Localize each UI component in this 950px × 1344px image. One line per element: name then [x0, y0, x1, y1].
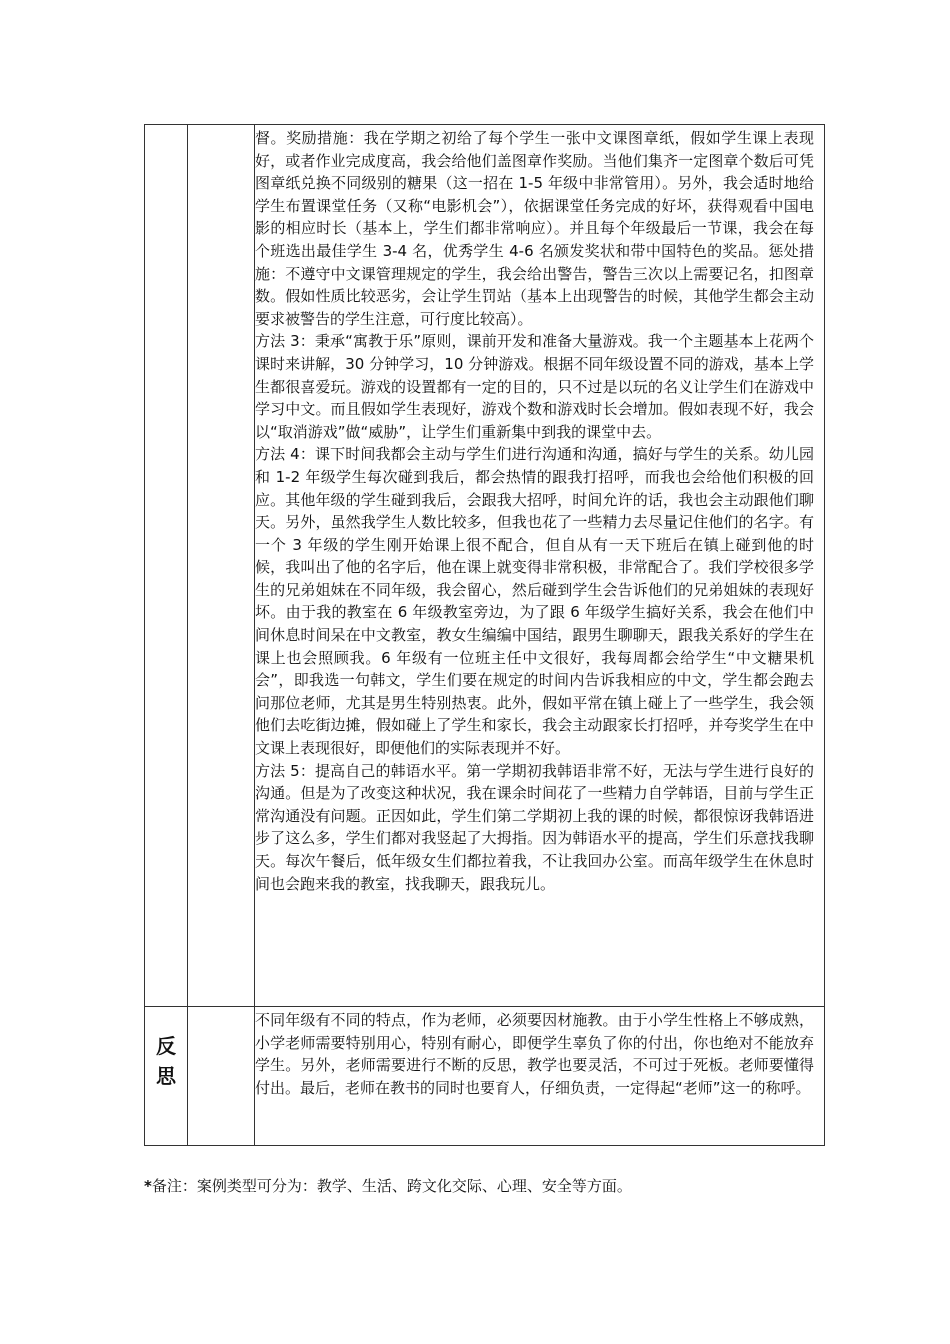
spacer-cell — [188, 125, 255, 1007]
reflection-label-cell — [145, 1007, 188, 1146]
paragraph: 方法 3：秉承“寓教于乐”原则，课前开发和准备大量游戏。我一个主题基本上花两个课时来讲解，30 分钟学习，10 分钟游戏。根据不同年级设置不同的游戏，基本上学生都很喜爱玩。游戏的设置都有一定的目的，只不过是以玩的名义让学生们在游戏中学习中文。而且假如学生表现好，游戏个数和游戏时长会增加。假如表现不好，我会以“取消游戏”做“威胁”，让学生们重新集中到我的课堂中去。 — [255, 332, 814, 441]
paragraph: 不同年级有不同的特点，作为老师，必须要因材施教。由于小学生性格上不够成熟，小学老师需要特别用心，特别有耐心，即便学生辜负了你的付出，你也绝对不能放弃学生。另外，老师需要进行不断的反思，教学也要灵活，不可过于死板。老师要懂得付出。最后，老师在教书的同时也要育人，仔细负责，一定得起“老师”这一的称呼。 — [255, 1011, 814, 1097]
row-label-cell — [145, 125, 188, 1007]
reflection-label-char: 思 — [156, 1064, 176, 1088]
content-cell — [255, 125, 825, 1007]
case-table — [144, 124, 825, 1146]
footnote — [144, 1175, 632, 1197]
paragraph: 方法 4：课下时间我都会主动与学生们进行沟通和沟通，搞好与学生的关系。幼儿园和 1-2 年级学生每次碰到我后，都会热情的跟我打招呼，而我也会给他们积极的回应。其他年级的学生碰到我后，会跟我大招呼，时间允许的话，我也会主动跟他们聊天。另外，虽然我学生人数比较多，但我也花了一些精力去尽量记住他们的名字。有一个 3 年级的学生刚开始课上很不配合，但自从有一天下班后在镇上碰到他的时候，我叫出了他的名字后，他在课上就变得非常积极，非常配合了。我们学校很多学生的兄弟姐妹在不同年级，我会留心，然后碰到学生会告诉他们的兄弟姐妹的表现好坏。由于我的教室在 6 年级教室旁边，为了跟 6 年级学生搞好关系，我会在他们中间休息时间呆在中文教室，教女生编编中国结，跟男生聊聊天，跟我关系好的学生在课上也会照顾我。6 年级有一位班主任中文很好，我每周都会给学生“中文糖果机会”，即我选一句韩文，学生们要在规定的时间内告诉我相应的中文，学生都会跑去问那位老师，尤其是男生特别热衷。此外，假如平常在镇上碰上了一些学生，我会领他们去吃街边摊，假如碰上了学生和家长，我会主动跟家长打招呼，并夸奖学生在中文课上表现很好，即便他们的实际表现并不好。 — [255, 445, 814, 758]
paragraph: 方法 5：提高自己的韩语水平。第一学期初我韩语非常不好，无法与学生进行良好的沟通。但是为了改变这种状况，我在课余时间花了一些精力自学韩语，目前与学生正常沟通没有问题。正因如此，学生们第二学期初上我的课的时候，都很惊讶我韩语进步了这么多，学生们都对我竖起了大拇指。因为韩语水平的提高，学生们乐意找我聊天。每次午餐后，低年级女生们都拉着我，不让我回办公室。而高年级学生在休息时间也会跑来我的教室，找我聊天，跟我玩儿。 — [255, 761, 814, 893]
reflection-label-char: 反 — [156, 1034, 176, 1058]
paragraph: 督。奖励措施：我在学期之初给了每个学生一张中文课图章纸，假如学生课上表现好，或者作业完成度高，我会给他们盖图章作奖励。当他们集齐一定图章个数后可凭图章纸兑换不同级别的糖果（这一招在 1-5 年级中非常管用）。另外，我会适时地给学生布置课堂任务（又称“电影机会”），依据课堂任务完成的好坏，获得观看中国电影的相应时长（基本上，学生们都非常响应）。并且每个年级最后一节课，我会在每个班选出最佳学生 3-4 名，优秀学生 4-6 名颁发奖状和带中国特色的奖品。惩处措施：不遵守中文课管理规定的学生，我会给出警告，警告三次以上需要记名，扣图章数。假如性质比较恶劣，会让学生罚站（基本上出现警告的时候，其他学生都会主动要求被警告的学生注意，可行度比较高）。 — [255, 129, 814, 328]
reflection-content-cell — [255, 1007, 825, 1146]
footnote-text: 备注：案例类型可分为：教学、生活、跨文化交际、心理、安全等方面。 — [151, 1177, 632, 1195]
footnote-star: * — [144, 1177, 152, 1195]
reflection-row — [145, 1007, 825, 1146]
method-row — [145, 125, 825, 1007]
spacer-cell — [188, 1007, 255, 1146]
reflection-text — [255, 1007, 824, 1099]
method-text — [255, 125, 824, 895]
reflection-label — [145, 1007, 187, 1091]
